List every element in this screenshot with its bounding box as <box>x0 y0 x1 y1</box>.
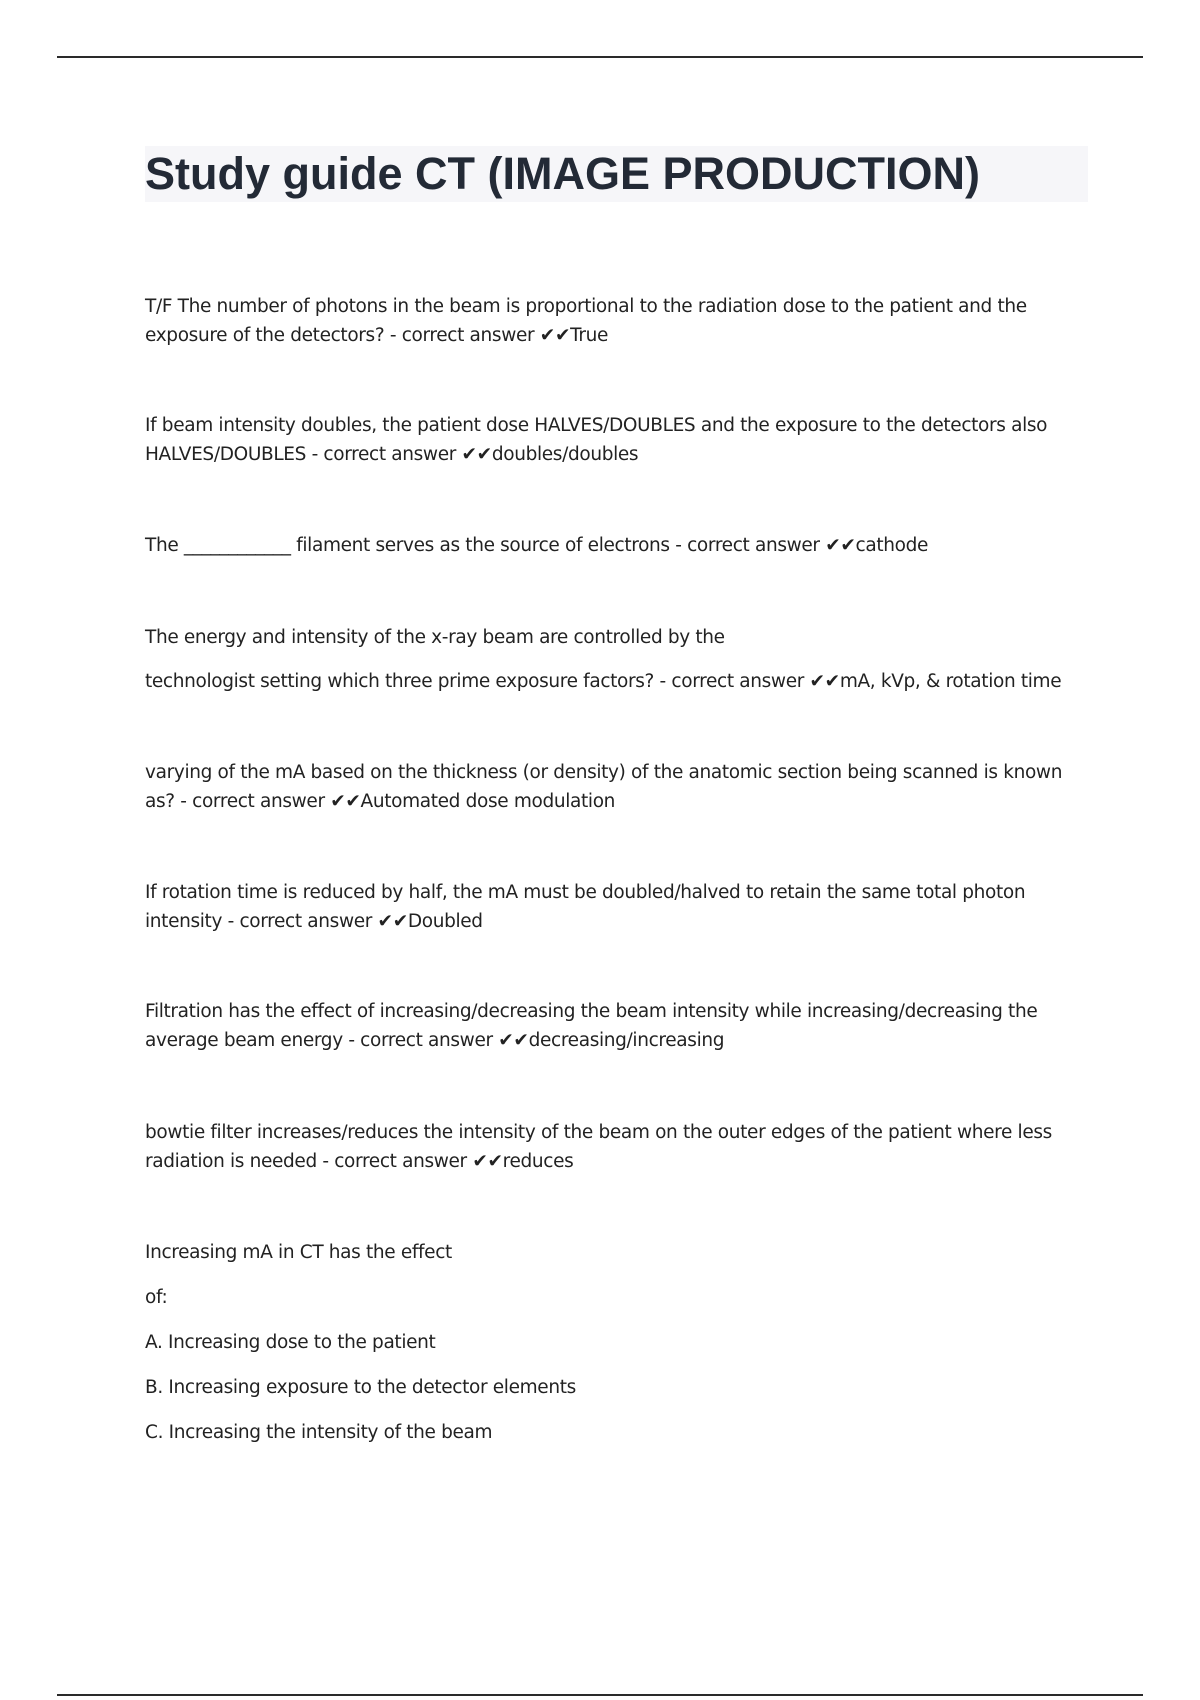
option-a: A. Increasing dose to the patient <box>145 1332 436 1353</box>
question-line: The energy and intensity of the x-ray beam are controlled by the <box>145 627 725 648</box>
question-line: The ____________ filament serves as the source of electrons - correct answer ✔✔cathode <box>145 535 928 556</box>
answer-line: intensity - correct answer ✔✔Doubled <box>145 911 483 932</box>
page-title: Study guide CT (IMAGE PRODUCTION) <box>145 148 980 199</box>
question-line: bowtie filter increases/reduces the intensity of the beam on the outer edges of the patient where less <box>145 1122 1052 1143</box>
question-line: varying of the mA based on the thickness (or density) of the anatomic section being scanned is known <box>145 762 1063 783</box>
question-item <box>145 411 1080 469</box>
option-c: C. Increasing the intensity of the beam <box>145 1422 493 1443</box>
top-rule <box>57 56 1143 58</box>
question-line: of: <box>145 1287 168 1308</box>
question-line: If rotation time is reduced by half, the mA must be doubled/halved to retain the same total photon <box>145 882 1026 903</box>
answer-line: exposure of the detectors? - correct answer ✔✔True <box>145 325 609 346</box>
answer-line: average beam energy - correct answer ✔✔decreasing/increasing <box>145 1030 725 1051</box>
question-line: T/F The number of photons in the beam is proportional to the radiation dose to the patient and the <box>145 296 1027 317</box>
answer-line: radiation is needed - correct answer ✔✔reduces <box>145 1151 574 1172</box>
question-item <box>145 997 1080 1055</box>
question-item-continued <box>145 667 1080 696</box>
bottom-rule <box>57 1694 1143 1696</box>
question-item <box>145 758 1080 816</box>
question-item <box>145 878 1080 936</box>
question-item <box>145 1238 1080 1463</box>
question-line: Filtration has the effect of increasing/decreasing the beam intensity while increasing/decreasing the <box>145 1001 1038 1022</box>
question-item <box>145 531 1080 560</box>
answer-line: technologist setting which three prime exposure factors? - correct answer ✔✔mA, kVp, & rotation time <box>145 671 1062 692</box>
option-b: B. Increasing exposure to the detector elements <box>145 1377 576 1398</box>
question-item <box>145 292 1080 350</box>
answer-line: as? - correct answer ✔✔Automated dose modulation <box>145 791 616 812</box>
question-line: Increasing mA in CT has the effect <box>145 1242 452 1263</box>
question-item <box>145 623 1080 652</box>
question-line: If beam intensity doubles, the patient dose HALVES/DOUBLES and the exposure to the detectors also <box>145 415 1048 436</box>
answer-line: HALVES/DOUBLES - correct answer ✔✔doubles/doubles <box>145 444 639 465</box>
question-item <box>145 1118 1080 1176</box>
